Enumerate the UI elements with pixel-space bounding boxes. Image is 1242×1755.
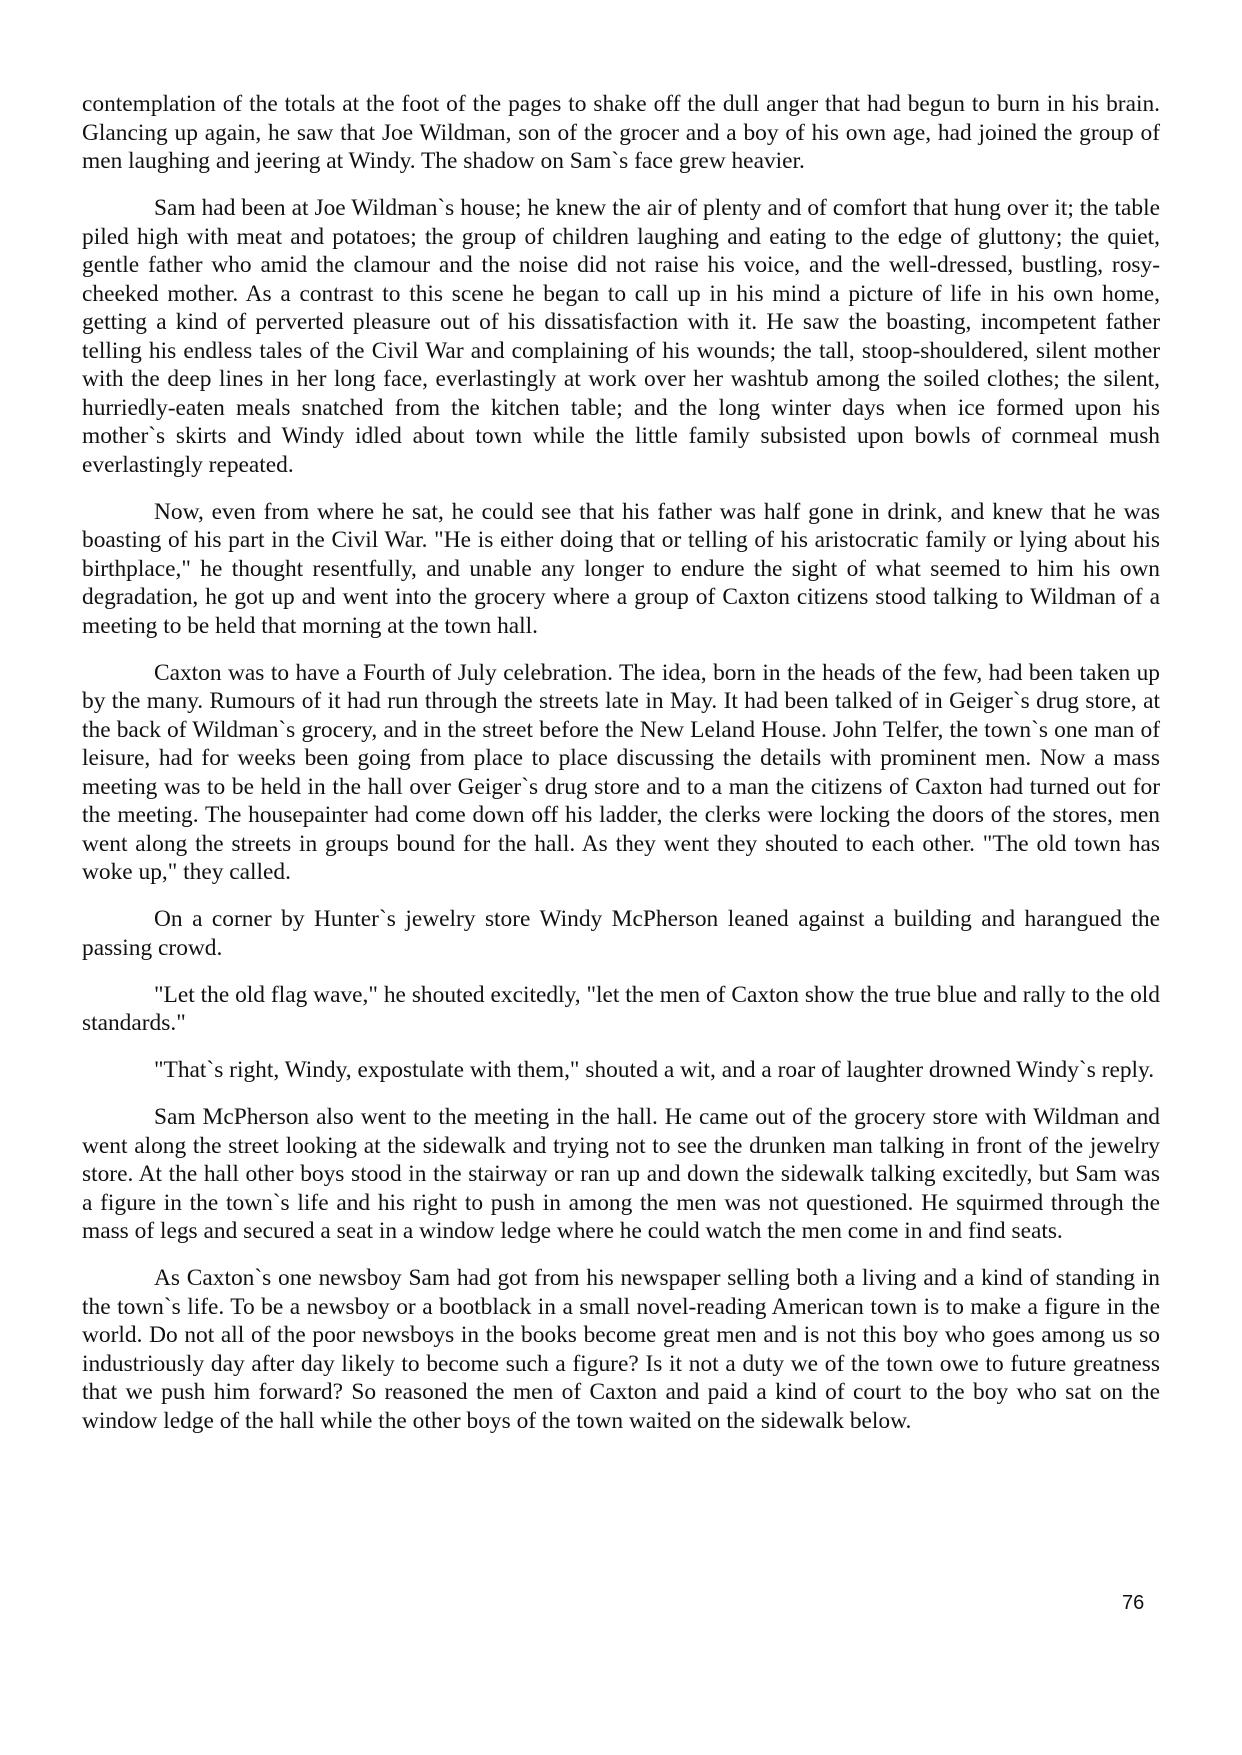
paragraph-1: contemplation of the totals at the foot of the pages to shake off the dull anger that had begun to burn in his brain. Glancing up again, he saw that Joe Wildman, son of the grocer and a boy of his own age, had joined the group of men laughing and jeering at Windy. The shadow on Sam`s face grew heavier.: [82, 91, 1160, 174]
paragraph-7: "That`s right, Windy, expostulate with them," shouted a wit, and a roar of laughter drowned Windy`s reply.: [154, 1057, 1155, 1083]
paragraph-8: Sam McPherson also went to the meeting in the hall. He came out of the grocery store with Wildman and went along the street looking at the sidewalk and trying not to see the drunken man talking in front of the jewelry store. At the hall other boys stood in the stairway or ran up and down the sidewalk talking excitedly, but Sam was a figure in the town`s life and his right to push in among the men was not questioned. He squirmed through the mass of legs and secured a seat in a window ledge where he could watch the men come in and find seats.: [82, 1104, 1160, 1244]
paragraph-4: Caxton was to have a Fourth of July celebration. The idea, born in the heads of the few, had been taken up by the many. Rumours of it had run through the streets late in May. It had been talked of in Geiger`s drug store, at the back of Wildman`s grocery, and in the street before the New Leland House. John Telfer, the town`s one man of leisure, had for weeks been going from place to place discussing the details with prominent men. Now a mass meeting was to be held in the hall over Geiger`s drug store and to a man the citizens of Caxton had turned out for the meeting. The housepainter had come down off his ladder, the clerks were locking the doors of the stores, men went along the streets in groups bound for the hall. As they went they shouted to each other. "The old town has woke up," they called.: [82, 659, 1160, 885]
paragraph-6: "Let the old flag wave," he shouted excitedly, "let the men of Caxton show the true blue and rally to the old standards.": [82, 981, 1160, 1036]
paragraph-3: Now, even from where he sat, he could see that his father was half gone in drink, and knew that he was boasting of his part in the Civil War. "He is either doing that or telling of his aristocratic family or lying about his birthplace," he thought resentfully, and unable any longer to endure the sight of what seemed to him his own degradation, he got up and went into the grocery where a group of Caxton citizens stood talking to Wildman of a meeting to be held that morning at the town hall.: [82, 498, 1160, 639]
paragraph-2: Sam had been at Joe Wildman`s house; he knew the air of plenty and of comfort that hung over it; the table piled high with meat and potatoes; the group of children laughing and eating to the edge of gluttony; the quiet, gentle father who amid the clamour and the noise did not raise his voice, and the well-dressed, bustling, rosy-cheeked mother. As a contrast to this scene he began to call up in his mind a picture of life in his own home, getting a kind of perverted pleasure out of his dissatisfaction with it. He saw the boasting, incompetent father telling his endless tales of the Civil War and complaining of his wounds; the tall, stoop-shouldered, silent mother with the deep lines in her long face, everlastingly at work over her washtub among the soiled clothes; the silent, hurriedly-eaten meals snatched from the kitchen table; and the long winter days when ice formed upon his mother`s skirts and Windy idled about town while the little family subsisted upon bowls of cornmeal mush everlastingly repeated.: [82, 195, 1160, 478]
page-body: [82, 90, 1160, 1454]
page-number: 76: [1122, 1592, 1145, 1614]
paragraph-5: On a corner by Hunter`s jewelry store Windy McPherson leaned against a building and harangued the passing crowd.: [82, 906, 1160, 961]
paragraph-9: As Caxton`s one newsboy Sam had got from his newspaper selling both a living and a kind of standing in the town`s life. To be a newsboy or a bootblack in a small novel-reading American town is to make a figure in the world. Do not all of the poor newsboys in the books become great men and is not this boy who goes among us so industriously day after day likely to become such a figure? Is it not a duty we of the town owe to future greatness that we push him forward? So reasoned the men of Caxton and paid a kind of court to the boy who sat on the window ledge of the hall while the other boys of the town waited on the sidewalk below.: [82, 1265, 1160, 1434]
